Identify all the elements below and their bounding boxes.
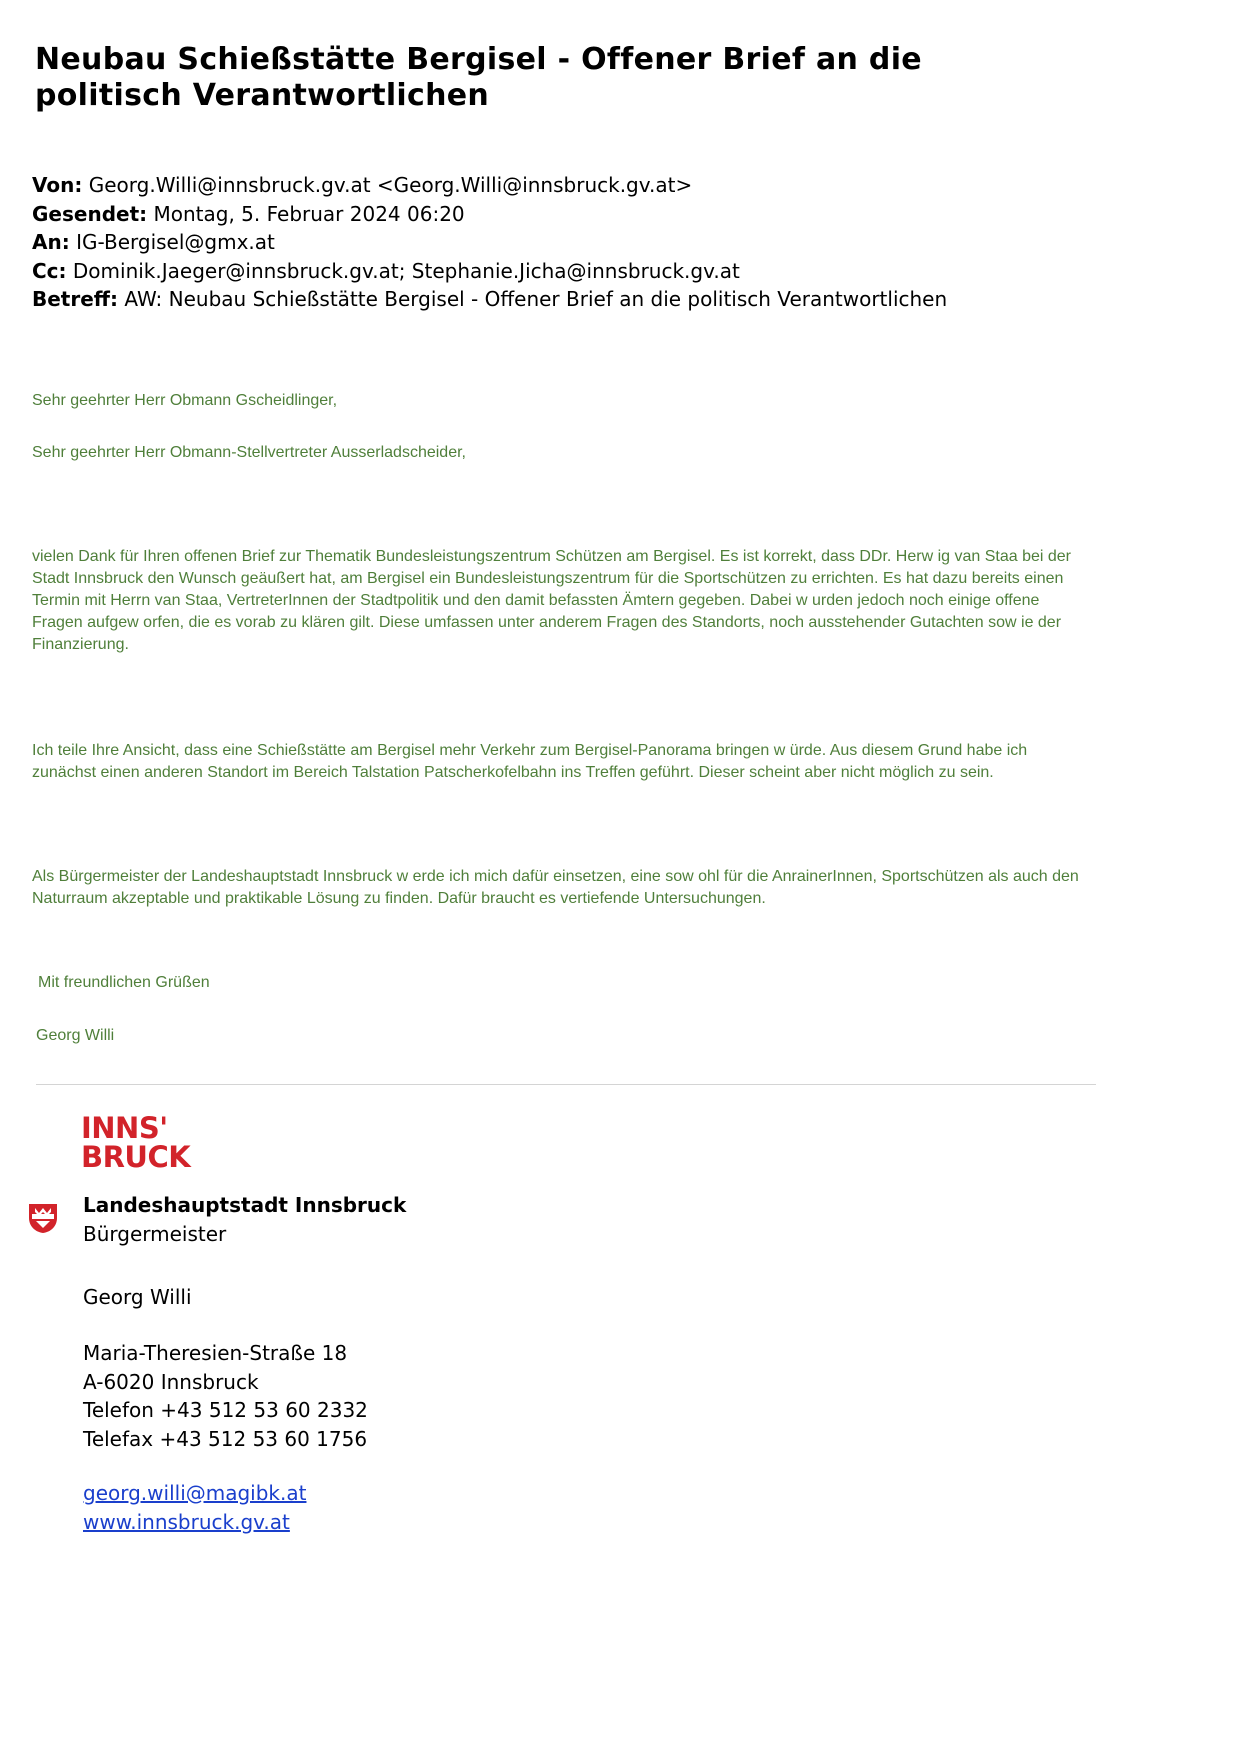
body-paragraph-1: vielen Dank für Ihren offenen Brief zur Thematik Bundesleistungszentrum Schützen am Bergisel. Es ist korrekt, dass DDr. Herw ig van Staa bei der Stadt Innsbruck den Wunsch geäußert hat, am Bergisel ein Bundesleistungszentrum für die Sportschützen zu errichten. Es hat dazu bereits einen Termin mit Herrn van Staa, VertreterInnen der Stadtpolitik und den damit befassten Ämtern gegeben. Dabei w urden jedoch noch einige offene Fragen aufgew orfen, die es vorab zu klären gilt. Diese umfassen unter anderem Fragen des Standorts, noch ausstehender Gutachten sow ie der Finanzierung. xyxy=(32,548,1072,653)
signature-fax: Telefax +43 512 53 60 1756 xyxy=(83,1426,368,1451)
innsbruck-crest-icon xyxy=(27,1202,59,1234)
signature-phone: Telefon +43 512 53 60 2332 xyxy=(83,1398,368,1422)
sent-row xyxy=(32,200,947,229)
signature-email-link[interactable]: georg.willi@magibk.at xyxy=(83,1481,307,1505)
signature-name: Georg Willi xyxy=(83,1285,192,1309)
signature-website-link[interactable]: www.innsbruck.gv.at xyxy=(83,1509,290,1534)
cc-row xyxy=(32,257,947,286)
signature-city: A-6020 Innsbruck xyxy=(83,1369,259,1394)
signature-organization: Landeshauptstadt Innsbruck xyxy=(83,1193,407,1217)
signature-position: Bürgermeister xyxy=(83,1221,227,1246)
body-paragraph-3: Als Bürgermeister der Landeshauptstadt Innsbruck w erde ich mich dafür einsetzen, eine sow ohl für die AnrainerInnen, Sportschützen als auch den Naturraum akzeptable und praktikable Lösung zu finden. Dafür braucht es vertiefende Untersuchungen. xyxy=(32,868,1079,907)
document-title: Neubau Schießstätte Bergisel - Offener Brief an die politisch Verantwortlichen xyxy=(35,42,922,113)
email-header xyxy=(32,171,947,314)
body-paragraph-2: Ich teile Ihre Ansicht, dass eine Schießstätte am Bergisel mehr Verkehr zum Bergisel-Panorama bringen w ürde. Aus diesem Grund habe ich zunächst einen anderen Standort im Bereich Talstation Patscherkofelbahn ins Treffen geführt. Dieser scheint aber nicht möglich zu sein. xyxy=(32,742,1028,781)
subject-value: AW: Neubau Schießstätte Bergisel - Offener Brief an die politisch Verantwortlichen xyxy=(124,287,948,311)
closing: Mit freundlichen Grüßen xyxy=(38,974,210,991)
sent-label: Gesendet: xyxy=(32,201,148,226)
salutation-1: Sehr geehrter Herr Obmann Gscheidlinger, xyxy=(32,392,338,409)
signature-divider xyxy=(36,1084,1096,1085)
signature-address-block xyxy=(83,1339,368,1453)
signature-links-block xyxy=(83,1479,306,1536)
logo-text-line2: BRUCK xyxy=(81,1140,191,1170)
salutation-2: Sehr geehrter Herr Obmann-Stellvertreter Ausserladscheider, xyxy=(32,444,466,461)
from-row xyxy=(32,171,947,200)
innsbruck-logo xyxy=(81,1112,199,1170)
signature-street: Maria-Theresien-Straße 18 xyxy=(83,1341,348,1365)
to-label: An: xyxy=(32,230,70,254)
from-value: Georg.Willi@innsbruck.gv.at <Georg.Willi@innsbruck.gv.at> xyxy=(88,173,693,197)
sent-value: Montag, 5. Februar 2024 06:20 xyxy=(153,201,465,226)
from-label: Von: xyxy=(32,173,83,197)
cc-value: Dominik.Jaeger@innsbruck.gv.at; Stephanie.Jicha@innsbruck.gv.at xyxy=(72,258,740,283)
signature-organization-block xyxy=(83,1191,406,1248)
subject-row xyxy=(32,285,947,314)
subject-label: Betreff: xyxy=(32,287,118,311)
to-row xyxy=(32,228,947,257)
to-value: IG-Bergisel@gmx.at xyxy=(76,230,275,254)
closing-signature-name: Georg Willi xyxy=(36,1027,115,1044)
cc-label: Cc: xyxy=(32,258,67,283)
logo-text-line1: INNS' xyxy=(81,1112,168,1145)
